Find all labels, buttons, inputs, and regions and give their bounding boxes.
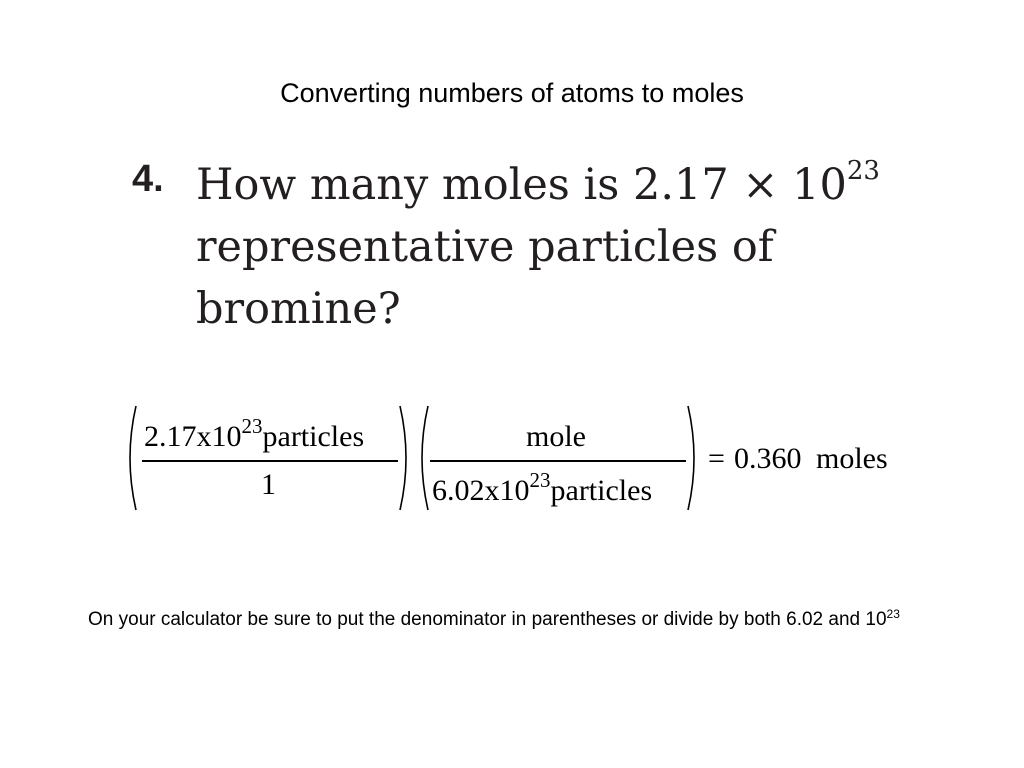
question-line-2: representative particles of: [196, 222, 774, 272]
right-paren-1: [398, 404, 414, 512]
question-line-3: bromine?: [196, 284, 401, 334]
question-image: [132, 150, 892, 350]
conversion-equation: [118, 400, 918, 515]
right-paren-2: [686, 404, 702, 512]
second-fraction-bar: [430, 460, 686, 462]
second-denominator-exponent: 23: [529, 468, 551, 492]
note-exponent: 23: [886, 607, 900, 621]
second-denominator-unit: particles: [550, 474, 653, 507]
question-number: 4.: [132, 158, 164, 200]
result-unit: moles: [816, 442, 888, 475]
first-fraction-bar: [142, 460, 398, 462]
question-line-1-text: How many moles is 2.17 × 10: [196, 160, 847, 210]
second-fraction-denominator: [432, 468, 653, 507]
first-numerator-exponent: 23: [241, 414, 263, 438]
equals-sign: =: [708, 442, 725, 475]
second-denominator-base: 6.02x10: [432, 474, 530, 507]
first-numerator-base: 2.17x10: [144, 420, 242, 453]
first-fraction-denominator: 1: [261, 468, 276, 501]
slide-title: Converting numbers of atoms to moles: [280, 78, 744, 108]
left-paren-2: [414, 404, 430, 512]
note-text: On your calculator be sure to put the denominator in parentheses or divide by both 6.02 and 10: [88, 609, 887, 630]
second-fraction-numerator: mole: [526, 420, 586, 453]
result-value: 0.360: [734, 442, 802, 475]
first-fraction-numerator: [144, 414, 365, 453]
question-line-1: [196, 156, 880, 210]
calculator-note: [88, 606, 908, 634]
first-numerator-unit: particles: [262, 420, 365, 453]
left-paren-1: [122, 404, 138, 512]
question-exponent: 23: [846, 156, 880, 186]
